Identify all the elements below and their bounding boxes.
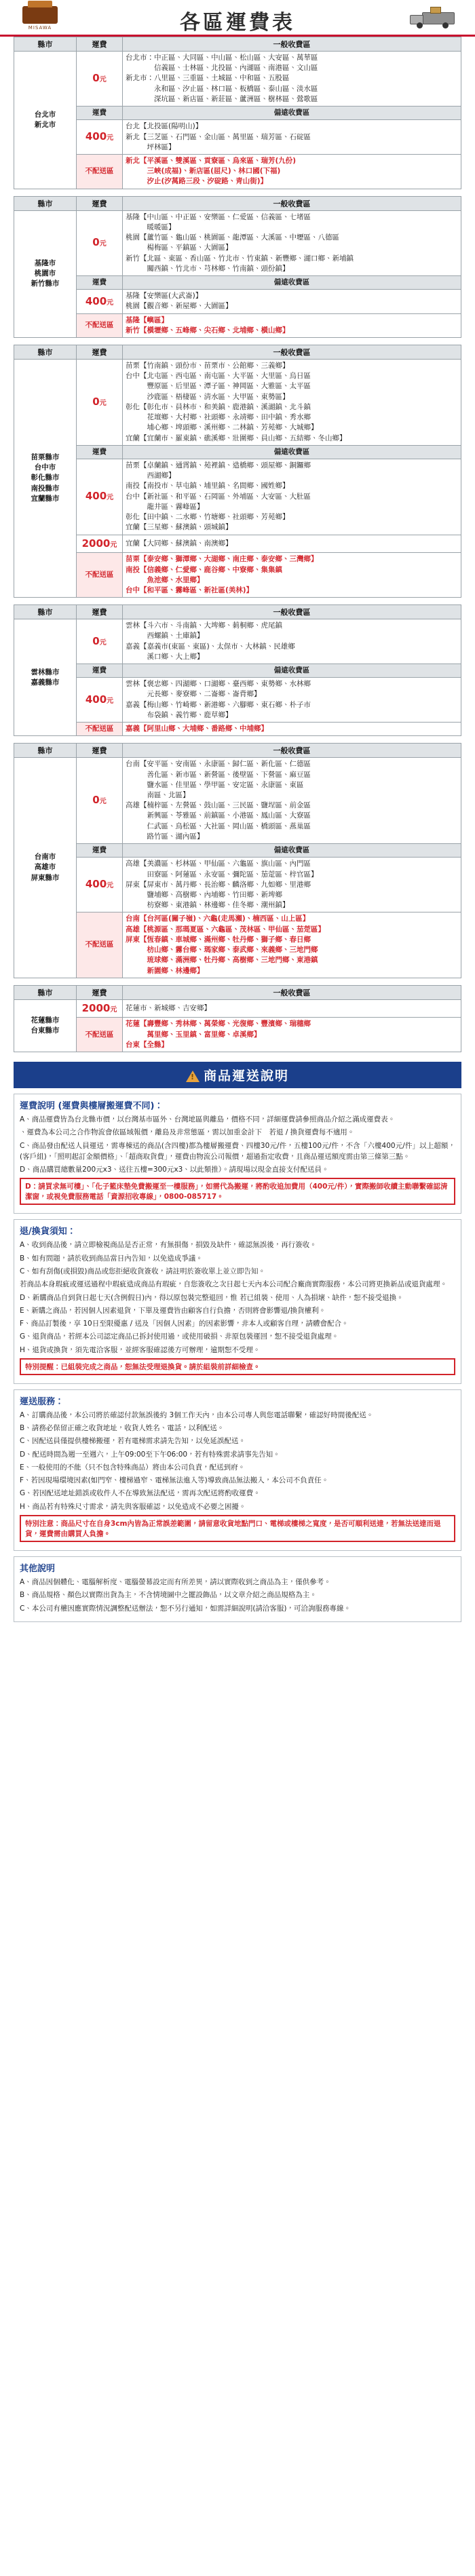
notice-paragraph: A、商品因個體化、電腦解析度、電腦螢幕設定而有所差異，請以實際收到之商品為主，僅供參考。 [20, 1577, 331, 1586]
sub-area-header: 偏遠收費區 [123, 844, 461, 858]
fee-header: 運費 [77, 345, 123, 360]
area-list: 嘉義【阿里山鄉、大埔鄉、番路鄉、中埔鄉】 [123, 723, 461, 736]
notice-callout: D：請買求無可樓」、「化子籃床墊免費搬運至一樓服務」，如需代為搬運，將酌收追加費用（400元/件），實際搬師收續主動聯繫確認清潔窗，或視免費服務電話「資源招收專線」，0800-085717。 [20, 1178, 455, 1205]
notice-paragraph: A、訂購商品後，本公司將於確認付款無誤後約 3個工作天內，由本公司專人與您電話聯繫，確認好時間後配送。 [20, 1410, 374, 1419]
notice-paragraph: A、收到商品後，請立即檢視商品是否正常，有無損傷，損毀及缺件，確認無誤後，再行簽收。 [20, 1241, 317, 1250]
area-list: 台南【安平區、安南區、永康區、歸仁區、新化區、仁德區 善化區、新市區、新營區、後壁區、下營區、麻豆區 鹽水區、佳里區、學甲區、安定區、永康區、東區 南區、北區】 高雄【楠梓區、左營區、鼓山區、三民區、鹽埕區、前金區 新興區、苓雅區、前鎮區、小港區、鳳山區、大寮區 仁武區、鳥松區、大社區、岡山區、橋頭區、燕巢區 路竹區、湖內區】 [123, 758, 461, 844]
table-row [14, 210, 461, 275]
notice-paragraph: B、商品規格、顏色以實際出貨為主，不含情境圖中之擺設飾品，以文章介紹之商品規格為主。 [20, 1591, 317, 1600]
table-row [14, 858, 461, 912]
notice-block [14, 1389, 461, 1551]
notice-paragraph: H、退貨或換貨，須先電洽客服，並經客服確認後方可辦理，逾期恕不受理。 [20, 1345, 261, 1354]
area-list: 台南【台河區(關子嶺)、六龜(走馬瀨)、楠西區、山上區】 高雄【桃源區、那瑪夏區、六龜區、茂林區、甲仙區、茄萣區】 屏東【恆春鎮、車城鄉、滿州鄉、牡丹鄉、獅子鄉、春日鄉 枋山鄉、霧台鄉、瑪家鄉、泰武鄉、來義鄉、三地門鄉 琉球鄉、滿洲鄉、牡丹鄉、高樹鄉、三地門鄉、東港鎮 新園鄉、林邊鄉】 [123, 912, 461, 978]
no-ship-label: 不配送區 [77, 154, 123, 189]
notice-block [14, 1219, 461, 1383]
table-row [14, 664, 461, 678]
notice-paragraph: 若商品本身瑕疵或運送過程中瑕疵造成商品有瑕疵，自您簽收之次日起七天內本公司配合廠商實際服務，本公司將更換新品或退貨處理。 [20, 1280, 447, 1289]
table-row [14, 107, 461, 120]
area-list: 高雄【美濃區、杉林區、甲仙區、六龜區、旗山區、內門區 田寮區、阿蓮區、永安區、彌陀區、茄萣區、梓官區】 屏東【屏東市、萬丹鄉、長治鄉、麟洛鄉、九如鄉、里港鄉 鹽埔鄉、高樹鄉、內埔鄉、竹田鄉、新埤鄉 枋寮鄉、東港鎮、林邊鄉、佳冬鄉、潮州鎮】 [123, 858, 461, 912]
no-ship-label: 不配送區 [77, 912, 123, 978]
notice-paragraph: F、若因現場環境因素(如門窄、樓梯過窄、電梯無法進入等)導致商品無法搬入，本公司不負責任。 [20, 1476, 329, 1485]
notice-paragraph: F、商品訂製後，享 10日至限優惠 / 送及「因個人因素」的因素影響，非本人或顧客自理，請體會配合。 [20, 1320, 349, 1328]
notice-paragraph: D、配送時間為週一至週六，上午09:00至下午06:00，若有特殊需求請事先告知。 [20, 1450, 280, 1459]
notice-block [14, 1556, 461, 1622]
table-row [14, 844, 461, 858]
notice-heading: 運費說明 (運費與樓層搬運費不同)： [20, 1101, 164, 1112]
delivery-truck-icon [410, 7, 463, 30]
notice-paragraph: H、商品若有特殊尺寸需求，請先與客服確認，以免造成不必要之困擾。 [20, 1502, 246, 1511]
fee-header: 運費 [77, 605, 123, 619]
zone-table [14, 345, 461, 598]
fee-header: 運費 [77, 196, 123, 210]
warning-triangle-icon [186, 1071, 200, 1082]
area-header: 一般收費區 [123, 605, 461, 619]
zone-table [14, 985, 461, 1052]
area-list: 新北【平溪區、雙溪區、貢寮區、烏來區、瑞芳(九份) 三峽(成福)、新店區(屈尺)、林口國(下福) 汐止(汐萬路三段、汐碇路、青山街)】 [123, 154, 461, 189]
fee-header: 運費 [77, 37, 123, 52]
area-list: 基隆【中山區、中正區、安樂區、仁愛區、信義區、七堵區 暖暖區】 桃園【蘆竹區、龜山區、桃園區、龍潭區、大溪區、中壢區、八德區 楊梅區、平鎮區、大園區】 新竹【北區、東區、香山區、竹北市、竹東鎮、新豐鄉、湖口鄉、新埔鎮 關西鎮、竹北市、芎林鄉、竹南鎮、頭份鎮】 [123, 210, 461, 275]
zone-table [14, 604, 461, 736]
table-row [14, 619, 461, 664]
fee-amount: 0元 [77, 210, 123, 275]
area-list: 基隆【安樂區(大武崙)】 桃園【觀音鄉、新屋鄉、大園區】 [123, 290, 461, 313]
region-header: 縣市 [14, 37, 77, 52]
region-header: 縣市 [14, 744, 77, 758]
notice-paragraph: C、本公司有權因應實際情況調整配送辦法，恕不另行通知，如需詳細說明(請洽客服)，可洽詢服務專線。 [20, 1604, 352, 1613]
no-ship-label: 不配送區 [77, 553, 123, 598]
fee-header: 運費 [77, 985, 123, 999]
area-list: 基隆【嶼區】 新竹【橫壢鄉、五峰鄉、尖石鄉、北埔鄉、橫山鄉】 [123, 313, 461, 337]
area-list: 花蓮【壽豐鄉、秀林鄉、萬榮鄉、光復鄉、豐濱鄉、瑞穗鄉 萬里鄉、玉里鎮、富里鄉、卓溪鄉】 台東【全縣】 [123, 1018, 461, 1052]
area-header: 一般收費區 [123, 37, 461, 52]
zone-table [14, 196, 461, 338]
fee-amount: 0元 [77, 52, 123, 107]
notice-paragraph: E、一般使用的不能（只不包含特殊商品）將由本公司負責，配送到府。 [20, 1463, 246, 1472]
area-list: 苗栗【竹南鎮、頭份市、苗栗市、公館鄉、三義鄉】 台中【北屯區、西屯區、南屯區、大平區、大里區、烏日區 豐原區、后里區、潭子區、神岡區、大雅區、太平區 沙鹿區、梧棲區、清水區、大甲區、東勢區】 彰化【彰化市、員林市、和美鎮、鹿港鎮、溪湖鎮、北斗鎮 花壇鄉、大村鄉、社頭鄉、永靖鄉、田中鎮、秀水鄉 埔心鄉、埤頭鄉、溪州鄉、二林鎮、芳苑鄉、大城鄉】 宜蘭【宜蘭市、羅東鎮、礁溪鄉、壯圍鄉、員山鄉、五結鄉、冬山鄉】 [123, 360, 461, 446]
table-row [14, 553, 461, 598]
table-row [14, 459, 461, 535]
notice-paragraph: C、因配送員僅提供樓梯搬運，若有電梯需求請先告知，以免延誤配送。 [20, 1437, 246, 1446]
notice-block [14, 1094, 461, 1214]
area-header: 一般收費區 [123, 345, 461, 360]
sub-fee-header: 運費 [77, 107, 123, 120]
table-row [14, 678, 461, 723]
notice-paragraph: G、退貨商品，若經本公司認定商品已拆封使用過，或使用破損、非原包裝運回，恕不接受退貨處理。 [20, 1332, 339, 1341]
region-header: 縣市 [14, 605, 77, 619]
notice-paragraph: B、如有問題，請於收到商品當日內告知，以免造成爭議。 [20, 1254, 203, 1263]
area-list: 苗栗【泰安鄉、獅潭鄉、大湖鄉、南庄鄉、泰安鄉、三灣鄉】 南投【信義鄉、仁愛鄉、鹿谷鄉、中寮鄉、集集鎮 魚池鄉、水里鄉】 台中【和平區、霧峰區、新社區(美林)】 [123, 553, 461, 598]
sub-fee-header: 運費 [77, 664, 123, 678]
notice-paragraph: C、如有刮傷(或損毀)商品或您拒絕收貨簽收，請註明於簽收單上並立即告知。 [20, 1267, 266, 1275]
region-name: 基隆市 桃園市 新竹縣市 [14, 210, 77, 337]
notice-heading: 運送服務： [20, 1396, 64, 1407]
table-row [14, 120, 461, 155]
table-row [14, 313, 461, 337]
sub-area-header: 偏遠收費區 [123, 107, 461, 120]
table-row [14, 535, 461, 553]
notice-callout: 特別注意：商品尺寸在自身3cm內皆為正常誤差範圍，請留意收貨地點門口、電梯或樓梯之寬度，是否可順利送達，若無法送達而退貨，運費需由購買人負擔。 [20, 1515, 455, 1542]
table-row [14, 758, 461, 844]
fee-amount: 400元 [77, 459, 123, 535]
fee-amount: 400元 [77, 290, 123, 313]
area-list: 雲林【褒忠鄉、四湖鄉、口湖鄉、臺西鄉、東勢鄉、水林鄉 元長鄉、麥寮鄉、二崙鄉、崙背鄉】 嘉義【梅山鄉、竹崎鄉、新港鄉、六腳鄉、東石鄉、朴子市 布袋鎮、義竹鄉、鹿草鄉】 [123, 678, 461, 723]
no-ship-label: 不配送區 [77, 723, 123, 736]
sub-area-header: 偏遠收費區 [123, 664, 461, 678]
fee-amount: 2000元 [77, 999, 123, 1018]
fee-amount: 400元 [77, 678, 123, 723]
zone-table [14, 37, 461, 189]
table-row [14, 360, 461, 446]
fee-amount: 400元 [77, 858, 123, 912]
area-header: 一般收費區 [123, 985, 461, 999]
notice-paragraph: G、若因配送地址錯誤或收件人不在導致無法配送，需再次配送將酌收運費。 [20, 1489, 261, 1498]
table-row [14, 723, 461, 736]
no-ship-label: 不配送區 [77, 313, 123, 337]
region-name: 台北市 新北市 [14, 52, 77, 189]
table-row [14, 999, 461, 1018]
no-ship-label: 不配送區 [77, 1018, 123, 1052]
notice-sections [0, 1094, 475, 1622]
fee-amount: 0元 [77, 619, 123, 664]
fee-header: 運費 [77, 744, 123, 758]
notice-title-text: 商品運送說明 [203, 1069, 289, 1084]
notice-paragraph: D、商品購買總數量200元x3、送往五樓=300元x3、以此類推）。請現場以現金直接支付配送員。 [20, 1166, 329, 1174]
notice-paragraph: C、商品發由配送人員運送，需專棟送的商品(含四樓)都為樓層搬運費、四樓30元/件，五樓100元/件，不含「六樓400元/件」以上超額，(客戶組)，「照明起訂金額價格」、「超商取貨費」，運費由物流公司報價，超過指定收費，且商品運送額度需由第三條第三點。 [20, 1141, 456, 1161]
area-list: 宜蘭【大同鄉、蘇澳鎮、南澳鄉】 [123, 535, 461, 553]
notice-paragraph: D、新購商品自到貨日起七天(含例假日)內，得以原包裝完整退回，惟 若已組裝、使用、人為損壞、缺件，恕不接受退換。 [20, 1293, 404, 1302]
fee-amount: 0元 [77, 360, 123, 446]
page-header [0, 0, 475, 37]
notice-paragraph: B、請務必保留正確之收貨地址，收貨人姓名、電話，以利配送。 [20, 1424, 225, 1433]
sub-fee-header: 運費 [77, 445, 123, 459]
table-row [14, 1018, 461, 1052]
page-title: 各區運費表 [180, 11, 295, 35]
region-name: 花蓮縣市 台東縣市 [14, 999, 77, 1052]
table-row [14, 290, 461, 313]
logo-text: MISAWA [28, 25, 52, 31]
notice-callout: 特別提醒：已組裝完成之商品，恕無法受理退換貨。請於組裝前詳細檢查。 [20, 1358, 455, 1375]
notice-paragraph: A、商品運費皆為台北縣市價，以台灣基市區外、台灣地區與離島，價格不同，詳細運費請參照商品介紹之滿成運費表。 [20, 1115, 396, 1124]
area-list: 花蓮市、新城鄉、吉安鄉】 [123, 999, 461, 1018]
area-header: 一般收費區 [123, 196, 461, 210]
sub-fee-header: 運費 [77, 275, 123, 289]
sub-area-header: 偏遠收費區 [123, 445, 461, 459]
area-list: 雲林【斗六市、斗南鎮、大埤鄉、莿桐鄉、虎尾鎮 西螺鎮、土庫鎮】 嘉義【嘉義市(東區、東區)、太保市、大林鎮、民雄鄉 溪口鄉、大上鄉】 [123, 619, 461, 664]
sub-area-header: 偏遠收費區 [123, 275, 461, 289]
area-list: 苗栗【卓蘭鎮、通霄鎮、苑裡鎮、造橋鄉、頭屋鄉、銅鑼鄉 西湖鄉】 南投【南投市、草屯鎮、埔里鎮、名間鄉、國姓鄉】 台中【新社區、和平區、石岡區、外埔區、大安區、大肚區 龍井區、霧峰區】 彰化【田中鎮、二水鄉、竹塘鄉、社頭鄉、芳苑鄉】 宜蘭【三星鄉、蘇澳鎮、頭城鎮】 [123, 459, 461, 535]
fee-amount: 400元 [77, 120, 123, 155]
region-header: 縣市 [14, 196, 77, 210]
table-row [14, 445, 461, 459]
area-list: 台北市：中正區、大同區、中山區、松山區、大安區、萬華區 信義區、士林區、北投區、內湖區、南港區、文山區 新北市：八里區、三重區、土城區、中和區、五股區 永和區、汐止區、林口區、板橋區、泰山區、淡水區 深坑區、新店區、新莊區、蘆洲區、樹林區、鶯歌區 [123, 52, 461, 107]
area-list: 台北【北投區(陽明山)】 新北【三芝區、石門區、金山區、萬里區、瑞芳區、石碇區 坪林區】 [123, 120, 461, 155]
region-header: 縣市 [14, 985, 77, 999]
sub-fee-header: 運費 [77, 844, 123, 858]
area-header: 一般收費區 [123, 744, 461, 758]
fee-amount: 2000元 [77, 535, 123, 553]
table-row [14, 154, 461, 189]
table-row [14, 275, 461, 289]
notice-title-bar [14, 1062, 461, 1088]
notice-heading: 其他說明 [20, 1563, 56, 1574]
notice-paragraph: E、新購之商品，若因個人因素退貨，下單及運費皆由顧客自行負擔，否則將會影響退/換貨權利。 [20, 1306, 326, 1315]
region-header: 縣市 [14, 345, 77, 360]
region-name: 苗栗縣市 台中市 彰化縣市 南投縣市 宜蘭縣市 [14, 360, 77, 598]
table-row [14, 912, 461, 978]
zone-table [14, 743, 461, 978]
table-row [14, 52, 461, 107]
notice-paragraph: 、運費為本公司之合作物流會依區域報價，離島及非常態區，需以加重金計下 若退 / 換貨運費每不適用。 [20, 1128, 355, 1137]
region-name: 台南市 高雄市 屏東縣市 [14, 758, 77, 978]
region-name: 雲林縣市 嘉義縣市 [14, 619, 77, 736]
zone-tables [0, 37, 475, 1052]
notice-heading: 退/換貨須知： [20, 1227, 76, 1237]
fee-amount: 0元 [77, 758, 123, 844]
